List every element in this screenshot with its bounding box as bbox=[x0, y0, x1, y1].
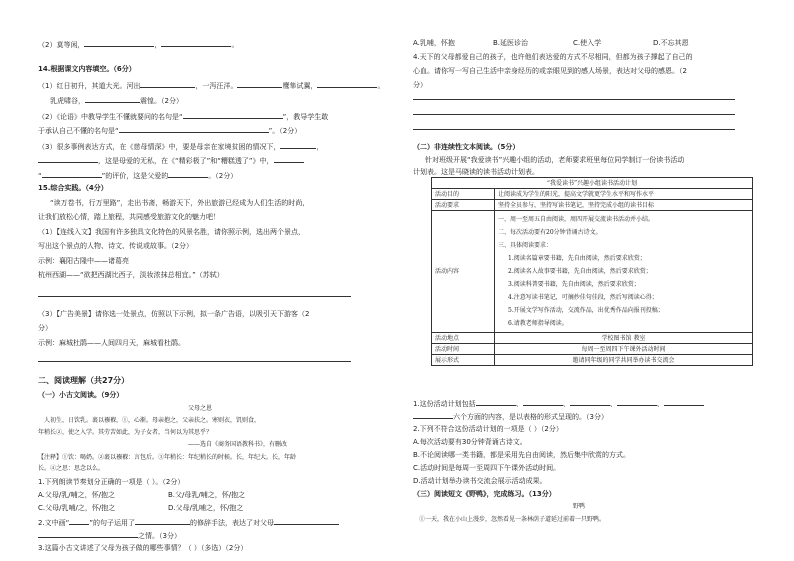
table-title: “我爱读书”兴趣小组读书活动计划 bbox=[432, 178, 753, 189]
table-key: 活动要求 bbox=[432, 200, 495, 211]
content-item: 6.请教老师指导阅读。 bbox=[508, 320, 568, 327]
option-b: B.延医诊治 bbox=[493, 39, 529, 47]
option-d: D.父母/乳哺之，怀/抱之 bbox=[168, 504, 244, 512]
reading-plan-table bbox=[431, 177, 753, 366]
question-4-cont: 心血。请你写一写自己生活中亲身经历的或亲眼见到的感人场景，表达对父母的感恩。（2 bbox=[413, 67, 687, 75]
subsection-3-heading: （三）阅读短文《野鸭》，完成练习。（13分） bbox=[413, 490, 556, 498]
question-14-heading: 14.根据课文内容填空。（6分） bbox=[38, 65, 136, 73]
content-item: 4.注意写读书笔记，可摘抄佳句佳段，然后写阅读心得； bbox=[508, 294, 658, 301]
content-item: 3.阅读科普要书籍，先自由阅读，然后要求欣赏； bbox=[508, 281, 640, 288]
passage-source: ——选自《商务国语教科书》，有删改 bbox=[188, 441, 288, 448]
content-item: 1.阅读名篇章要书籍，先自由阅读，然后要求欣赏； bbox=[508, 255, 646, 262]
essay-line: ①一天，我在小山上漫步，忽然看见一条林荫子道延过前着一只野鸭。 bbox=[419, 516, 606, 523]
question-14-1-cont: 乳虎啸谷， 震惶。（2分） bbox=[50, 94, 183, 106]
table-value: 学校图书馆 教室 bbox=[495, 333, 753, 344]
option-a: A.每次活动要有30分钟背诵古诗文。 bbox=[413, 438, 527, 446]
option-a: A.乳哺，怀抱 bbox=[413, 39, 455, 47]
option-c: C.活动时间是每周一至周四下午课外活动时间。 bbox=[413, 464, 561, 472]
table-value: 每周一至周四下午课外活动时间 bbox=[495, 344, 753, 355]
table-key: 活动时间 bbox=[432, 344, 495, 355]
question-3: 3.这篇小古文讲述了父母为孩子做的哪些事情？（ ）（多选）（2分） bbox=[38, 544, 248, 552]
answer-line bbox=[413, 114, 735, 115]
content-item: 三、具体阅读要求： bbox=[498, 242, 553, 249]
question-15-heading: 15.综合实践。（4分） bbox=[38, 184, 108, 192]
option-a: A.父母/乳/哺之，怀/抱之 bbox=[38, 491, 115, 499]
question-14-1: （1）红日初升，其道大光。河出 ，一泻汪洋。 鹰隼试翼， 。 bbox=[38, 79, 384, 91]
question-r1-cont: 六个方面的内容，是以表格的形式呈现的。（3分） bbox=[413, 410, 608, 422]
passage-line: 人初生，日饮乳。裹以襁褓，①，心渐。母亲抱之，父亲扶之。寒则衣，饥则食， bbox=[44, 417, 261, 424]
subsection-2-intro-cont: 计划表。这是马晓读的读书活动计划表。 bbox=[413, 168, 539, 176]
question-2: 2.文中画“ ”的句子运用了 的修辞手法，表达了对父母 bbox=[38, 516, 339, 528]
section-2-heading: 二、阅读理解（共27分） bbox=[38, 376, 130, 385]
question-4: 4.天下的父母都爱自己的孩子，也许他们表达爱的方式不尽相同，但都为孩子撑起了自己的 bbox=[413, 53, 693, 61]
question-14-2-cont: 于承认自己不懂的名句是“ ”。（2分） bbox=[38, 124, 301, 136]
option-b: B.父/母乳/哺之，怀/抱之 bbox=[168, 491, 246, 499]
question-15-intro-cont: 让我们放松心情，踏上旅程，共同感受旅游文化的魅力吧！ bbox=[38, 213, 220, 221]
content-item: 5.开展文学写作活动，交流作品，出优秀作品向报刊投稿； bbox=[508, 307, 664, 314]
content-item: 2.阅读名人故事要书籍，先自由阅读，然后要求欣赏； bbox=[508, 268, 652, 275]
option-c: C.使入学 bbox=[573, 39, 602, 47]
answer-line bbox=[38, 361, 351, 362]
question-15-1-example2: 杭州西湖——“欲把西湖比西子，淡妆浓抹总相宜。”（苏轼） bbox=[38, 271, 224, 279]
question-14-3-cont2: “ ”的评价，这是父爱的 。（2分） bbox=[38, 169, 237, 181]
passage-title: 父母之恩 bbox=[188, 405, 213, 412]
question-14-3-cont: ，这是母爱的无私，在《“精彩极了”和“糟糕透了”》中， bbox=[38, 154, 304, 166]
question-line: （2）莫等闲， ， 。 bbox=[38, 38, 238, 50]
question-1: 1.下列朗读节奏划分正确的一项是（ ）。（2分） bbox=[38, 478, 185, 486]
question-2-cont: 之情。（3分） bbox=[38, 529, 181, 541]
table-key: 活动地点 bbox=[432, 333, 495, 344]
table-key: 活动目的 bbox=[432, 189, 495, 200]
question-15-2-cont: 分） bbox=[38, 324, 52, 332]
left-column bbox=[38, 0, 385, 561]
question-14-2: （2）《论语》中教导学生不懂就要问的名句是“ ”，教导学生敢 bbox=[38, 110, 328, 122]
question-15-1-example: 示例：襄阳古隆中——诸葛亮 bbox=[38, 257, 129, 265]
content-item: 一、周一至周五自由阅读，周四开展交流读书活动并小结。 bbox=[498, 216, 655, 223]
content-item: 二、每次活动要有20分钟背诵古诗文。 bbox=[498, 229, 602, 236]
question-3-options bbox=[413, 38, 689, 48]
subsection-2-heading: （二）非连续性文本阅读。（5分） bbox=[413, 143, 520, 151]
passage-line: 年稍长②，使之入学。其劳苦如此，为子女者，当何以为其思乎？ bbox=[38, 429, 213, 436]
answer-line bbox=[38, 296, 351, 297]
subsection-2-intro: 针对班级开展“我爱读书”兴趣小组的活动，老师要求班里每位同学制订一份读书活动 bbox=[425, 156, 685, 164]
table-value: 邀请同年级的同学共同举办读书交流会 bbox=[495, 355, 753, 366]
right-column bbox=[413, 0, 753, 561]
option-b: B.不论阅读哪一类书籍，都是采用先自由阅读，然后集中欣赏的方式。 bbox=[413, 451, 631, 459]
table-key: 活动内容 bbox=[432, 211, 495, 333]
answer-line bbox=[413, 129, 735, 130]
passage-notes-cont: 长。④之思：思念以么。 bbox=[38, 465, 105, 472]
table-value-list bbox=[495, 211, 753, 333]
question-15-1: （1）【连线入文】我国有许多独具文化特色的风景名胜，请你照示例，选出两个景点， bbox=[38, 228, 305, 236]
passage-notes: 【注释】①饮：喝奶。②裹以襁褓：言包后。③年稍长：年纪稍长的时候。长，年纪大。长，年龄 bbox=[38, 454, 297, 461]
table-value: 坚持全员参与，坚持写读书笔记，坚持完成小组的读书目标 bbox=[495, 200, 753, 211]
subsection-1-heading: （一）小古文阅读。（9分） bbox=[38, 391, 124, 399]
question-15-1-cont: 写出这个景点的人物、诗文、传说或故事。（2分） bbox=[38, 242, 193, 250]
question-r2: 2.下列不符合这份活动计划的一项是（ ）（2分） bbox=[413, 425, 563, 433]
option-c: C.父母/乳哺/之，怀/抱之 bbox=[38, 504, 116, 512]
table-key: 展示形式 bbox=[432, 355, 495, 366]
option-d: D.活动计划举办读书交流会展示活动成果。 bbox=[413, 477, 547, 485]
essay-title: 野鸭 bbox=[573, 503, 586, 510]
option-d: D.不忘其恩 bbox=[653, 39, 689, 47]
table-value: 让阅读成为学生的阳光，提高文学就更学生水平和写作水平 bbox=[495, 189, 753, 200]
question-14-3: （3）很多事例表达方式，在《慈母情深》中，要是母亲在家境贫困的情况下， ， bbox=[38, 140, 323, 152]
question-15-intro: “读万卷书，行万里路”，走出书斋，畅游天下，外出旅游已经成为人们生活的时尚， bbox=[50, 199, 310, 207]
question-r1: 1.这份活动计划包括 、 、 、 、 bbox=[413, 397, 704, 409]
answer-line bbox=[413, 99, 735, 100]
question-15-2-example: 示例：麻城杜鹃——人间四月天，麻城看杜鹃。 bbox=[38, 339, 185, 347]
question-15-2: （3）【广告美景】请你选一处景点，仿照以下示例，拟一条广告语，以吸引天下游客（2 bbox=[38, 310, 310, 318]
question-4-cont2: 分） bbox=[413, 81, 427, 89]
